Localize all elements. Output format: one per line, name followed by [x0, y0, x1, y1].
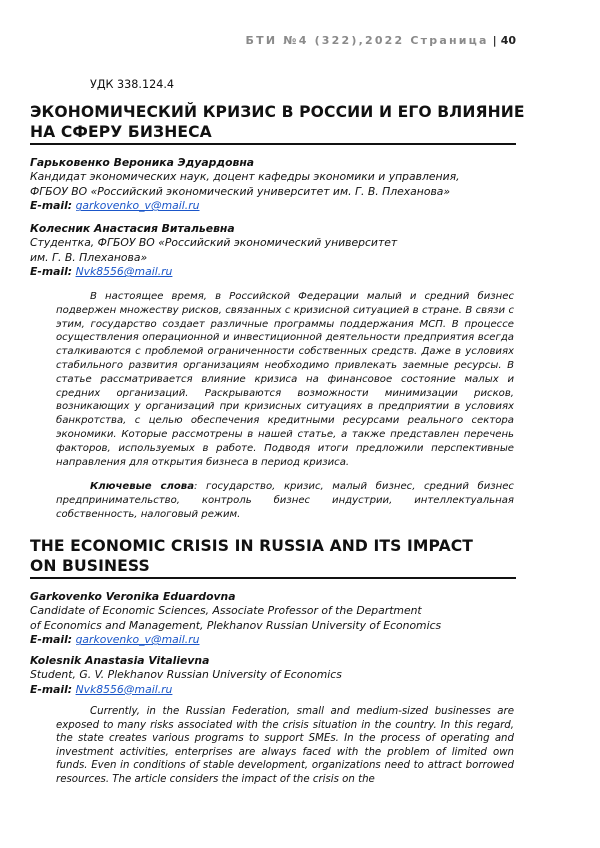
running-header: [30, 34, 516, 47]
keywords-label: Ключевые слова: [90, 481, 195, 492]
title-en-line-2: ON BUSINESS: [30, 557, 150, 575]
keywords-text: : государство, кризис, малый бизнес, средний бизнес предпринимательство, контроль бизнес индустрии, интеллектуальная собственность, налоговый режим.: [56, 481, 514, 520]
title-english: [30, 536, 516, 579]
author-name: Гарьковенко Вероника Эдуардовна: [30, 156, 255, 169]
author-affiliation: им. Г. В. Плеханова»: [30, 250, 148, 264]
email-label: E-mail:: [30, 633, 73, 647]
page-number: 40: [500, 34, 516, 47]
keywords-russian: [56, 480, 514, 521]
author-block-ru-1: [30, 156, 520, 214]
author-name: Колесник Анастасия Витальевна: [30, 222, 235, 235]
author-affiliation: of Economics and Management, Plekhanov Russian University of Economics: [30, 618, 442, 632]
author-block-ru-2: [30, 222, 520, 280]
author-name: Garkovenko Veronika Eduardovna: [30, 590, 236, 603]
udc-code: УДК 338.124.4: [90, 78, 174, 91]
abstract-russian: В настоящее время, в Российской Федерации малый и средний бизнес подвержен множеству рисков, связанных с кризисной ситуацией в стране. В связи с этим, государство создает различные программы поддержания МСП. В процессе осуществления операционной и инвестиционной деятельности предприятия всегда сталкиваются с проблемой ограниченности собственных средств. Даже в условиях стабильного развития организациям необходимо привлекать заемные ресурсы. В статье рассматривается влияние кризиса на финансовое состояние малых и средних организаций. Раскрываются возможности минимизации рисков, возникающих у организаций при кризисных ситуациях в предприятии в условиях банкротства, с целью обеспечения кредитными ресурсами реального сектора экономики. Которые рассмотрены в нашей статье, а также представлен перечень факторов, используемых в работе. Подводя итоги предложили перспективные направления для открытия бизнеса в период кризиса.: [56, 291, 514, 468]
header-separator: |: [492, 34, 497, 47]
author-email-link[interactable]: Nvk8556@mail.ru: [75, 265, 173, 279]
author-block-en-2: [30, 654, 520, 697]
author-name: Kolesnik Anastasia Vitalievna: [30, 654, 210, 667]
email-label: E-mail:: [30, 265, 73, 279]
author-affiliation: Кандидат экономических наук, доцент кафедры экономики и управления,: [30, 170, 460, 184]
journal-issue-label: БТИ №4 (322),2022 Страница: [245, 34, 489, 47]
author-affiliation: Candidate of Economic Sciences, Associate Professor of the Department: [30, 604, 422, 618]
author-affiliation: ФГБОУ ВО «Российский экономический университет им. Г. В. Плеханова»: [30, 184, 451, 198]
email-label: E-mail:: [30, 682, 73, 696]
author-email-link[interactable]: garkovenko_v@mail.ru: [75, 199, 200, 213]
author-affiliation: Student, G. V. Plekhanov Russian University of Economics: [30, 668, 342, 682]
author-affiliation: Студентка, ФГБОУ ВО «Российский экономический университет: [30, 236, 398, 250]
title-ru-line-2: НА СФЕРУ БИЗНЕСА: [30, 123, 212, 141]
title-ru-line-1: ЭКОНОМИЧЕСКИЙ КРИЗИС В РОССИИ И ЕГО ВЛИЯНИЕ: [30, 103, 525, 121]
title-russian: [30, 102, 525, 145]
author-block-en-1: [30, 590, 520, 648]
author-email-link[interactable]: Nvk8556@mail.ru: [75, 682, 173, 696]
email-label: E-mail:: [30, 199, 73, 213]
title-en-line-1: THE ECONOMIC CRISIS IN RUSSIA AND ITS IMPACT: [30, 537, 474, 555]
author-email-link[interactable]: garkovenko_v@mail.ru: [75, 633, 200, 647]
abstract-english: Currently, in the Russian Federation, small and medium-sized businesses are exposed to many risks associated with the crisis situation in the country. In this regard, the state creates various programs to support SMEs. In the process of operating and investment activities, enterprises are always faced with the problem of limited own funds. Even in conditions of stable development, organizations need to attract borrowed resources. The article considers the impact of the crisis on the: [56, 706, 514, 785]
